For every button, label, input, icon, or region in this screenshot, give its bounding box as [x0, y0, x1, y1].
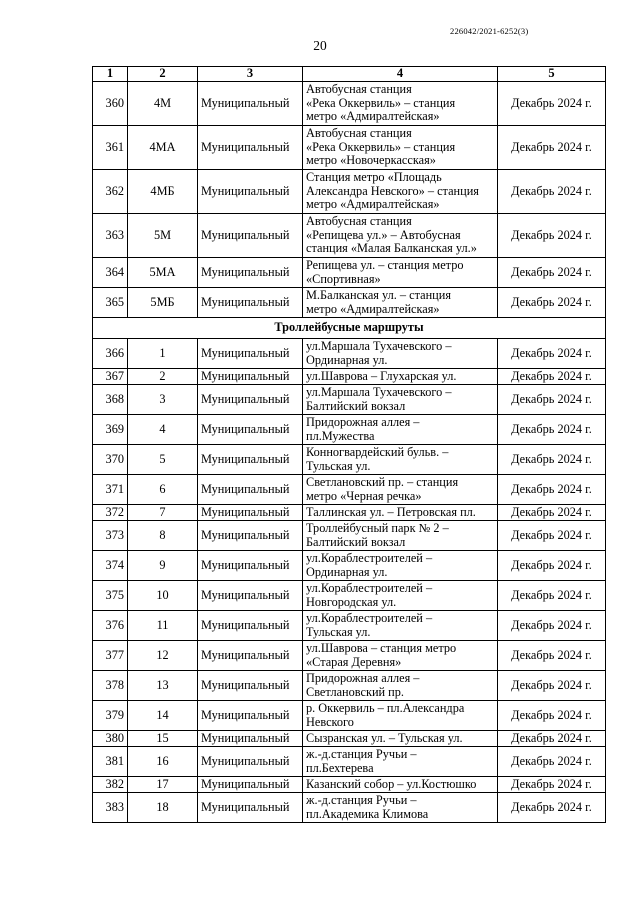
row-number-cell: 374	[93, 551, 128, 581]
table-row	[93, 445, 606, 475]
route-path-line: Ординарная ул.	[306, 352, 388, 367]
route-path-cell	[303, 777, 498, 793]
route-path-cell	[303, 445, 498, 475]
table-row	[93, 551, 606, 581]
route-number-cell: 4МБ	[128, 170, 198, 214]
routes-table-body	[93, 67, 606, 823]
route-type-cell: Муниципальный	[198, 258, 303, 288]
route-type-cell: Муниципальный	[198, 415, 303, 445]
route-number-cell: 5М	[128, 214, 198, 258]
route-type-cell: Муниципальный	[198, 339, 303, 369]
row-number-cell: 363	[93, 214, 128, 258]
route-path-line: ул.Маршала Тухачевского –	[306, 339, 452, 353]
route-path-line: Придорожная аллея –	[306, 415, 420, 429]
column-header: 4	[303, 67, 498, 82]
route-path-line: ж.-д.станция Ручьи –	[306, 747, 417, 761]
table-row	[93, 288, 606, 318]
section-row	[93, 318, 606, 339]
route-path-cell	[303, 747, 498, 777]
row-number-cell: 382	[93, 777, 128, 793]
route-path-line: Александра Невского» – станция	[306, 183, 479, 198]
route-path-line: «Репищева ул.» – Автобусная	[306, 227, 461, 242]
route-path-line: Тульская ул.	[306, 458, 371, 473]
deadline-cell: Декабрь 2024 г.	[498, 339, 606, 369]
route-number-cell: 4МА	[128, 126, 198, 170]
row-number-cell: 377	[93, 641, 128, 671]
route-number-cell: 3	[128, 385, 198, 415]
route-path-cell	[303, 551, 498, 581]
deadline-cell: Декабрь 2024 г.	[498, 369, 606, 385]
deadline-cell: Декабрь 2024 г.	[498, 126, 606, 170]
route-path-cell	[303, 641, 498, 671]
table-row	[93, 369, 606, 385]
route-type-cell: Муниципальный	[198, 170, 303, 214]
route-path-line: ул.Шаврова – станция метро	[306, 641, 457, 655]
section-title: Троллейбусные маршруты	[93, 318, 606, 339]
route-path-cell	[303, 701, 498, 731]
row-number-cell: 371	[93, 475, 128, 505]
route-number-cell: 2	[128, 369, 198, 385]
route-path-line: Таллинская ул. – Петровская пл.	[306, 504, 476, 519]
route-path-line: р. Оккервиль – пл.Александра	[306, 701, 465, 715]
table-row	[93, 747, 606, 777]
route-path-cell	[303, 475, 498, 505]
table-row	[93, 475, 606, 505]
route-path-line: М.Балканская ул. – станция	[306, 288, 451, 302]
route-type-cell: Муниципальный	[198, 581, 303, 611]
table-row	[93, 126, 606, 170]
row-number-cell: 362	[93, 170, 128, 214]
route-path-cell	[303, 385, 498, 415]
row-number-cell: 364	[93, 258, 128, 288]
route-type-cell: Муниципальный	[198, 445, 303, 475]
route-path-line: Троллейбусный парк № 2 –	[306, 521, 449, 535]
table-row	[93, 258, 606, 288]
deadline-cell: Декабрь 2024 г.	[498, 385, 606, 415]
route-path-cell	[303, 505, 498, 521]
deadline-cell: Декабрь 2024 г.	[498, 170, 606, 214]
route-number-cell: 5МА	[128, 258, 198, 288]
row-number-cell: 361	[93, 126, 128, 170]
route-path-cell	[303, 521, 498, 551]
route-type-cell: Муниципальный	[198, 475, 303, 505]
table-header-row	[93, 67, 606, 82]
route-path-line: Автобусная станция	[306, 82, 412, 97]
route-number-cell: 14	[128, 701, 198, 731]
route-path-line: Светлановский пр. – станция	[306, 475, 459, 489]
route-path-cell	[303, 793, 498, 823]
route-type-cell: Муниципальный	[198, 82, 303, 126]
route-number-cell: 11	[128, 611, 198, 641]
route-type-cell: Муниципальный	[198, 369, 303, 385]
column-header: 3	[198, 67, 303, 82]
row-number-cell: 365	[93, 288, 128, 318]
row-number-cell: 373	[93, 521, 128, 551]
deadline-cell: Декабрь 2024 г.	[498, 611, 606, 641]
route-path-line: Балтийский вокзал	[306, 398, 406, 413]
route-path-cell	[303, 731, 498, 747]
route-path-line: Новгородская ул.	[306, 594, 397, 609]
row-number-cell: 372	[93, 505, 128, 521]
deadline-cell: Декабрь 2024 г.	[498, 777, 606, 793]
route-path-line: метро «Адмиралтейская»	[306, 109, 440, 124]
route-path-line: ул.Кораблестроителей –	[306, 581, 433, 595]
deadline-cell: Декабрь 2024 г.	[498, 641, 606, 671]
table-row	[93, 671, 606, 701]
route-path-line: Светлановский пр.	[306, 684, 404, 699]
table-row	[93, 731, 606, 747]
route-path-line: метро «Новочеркасская»	[306, 153, 436, 168]
route-path-cell	[303, 671, 498, 701]
route-number-cell: 16	[128, 747, 198, 777]
row-number-cell: 369	[93, 415, 128, 445]
route-number-cell: 5МБ	[128, 288, 198, 318]
table-row	[93, 521, 606, 551]
table-row	[93, 611, 606, 641]
deadline-cell: Декабрь 2024 г.	[498, 258, 606, 288]
route-path-line: Невского	[306, 714, 354, 729]
deadline-cell: Декабрь 2024 г.	[498, 581, 606, 611]
route-type-cell: Муниципальный	[198, 385, 303, 415]
deadline-cell: Декабрь 2024 г.	[498, 793, 606, 823]
route-path-line: «Старая Деревня»	[306, 654, 402, 669]
route-path-line: Автобусная станция	[306, 214, 412, 229]
route-path-line: Балтийский вокзал	[306, 534, 406, 549]
route-number-cell: 17	[128, 777, 198, 793]
route-path-line: Сызранская ул. – Тульская ул.	[306, 730, 463, 745]
deadline-cell: Декабрь 2024 г.	[498, 288, 606, 318]
deadline-cell: Декабрь 2024 г.	[498, 445, 606, 475]
route-type-cell: Муниципальный	[198, 777, 303, 793]
route-path-line: Ординарная ул.	[306, 564, 388, 579]
table-row	[93, 415, 606, 445]
row-number-cell: 380	[93, 731, 128, 747]
table-row	[93, 581, 606, 611]
route-path-line: метро «Адмиралтейская»	[306, 301, 440, 316]
route-path-cell	[303, 339, 498, 369]
row-number-cell: 366	[93, 339, 128, 369]
row-number-cell: 381	[93, 747, 128, 777]
route-type-cell: Муниципальный	[198, 521, 303, 551]
route-number-cell: 13	[128, 671, 198, 701]
route-path-line: «Река Оккервиль» – станция	[306, 139, 456, 154]
route-number-cell: 15	[128, 731, 198, 747]
route-path-cell	[303, 581, 498, 611]
route-type-cell: Муниципальный	[198, 731, 303, 747]
document-id: 226042/2021-6252(3)	[450, 26, 529, 36]
route-number-cell: 4М	[128, 82, 198, 126]
table-row	[93, 793, 606, 823]
route-number-cell: 18	[128, 793, 198, 823]
deadline-cell: Декабрь 2024 г.	[498, 415, 606, 445]
route-type-cell: Муниципальный	[198, 551, 303, 581]
route-path-cell	[303, 170, 498, 214]
route-number-cell: 6	[128, 475, 198, 505]
route-path-cell	[303, 126, 498, 170]
table-row	[93, 777, 606, 793]
table-row	[93, 170, 606, 214]
route-number-cell: 5	[128, 445, 198, 475]
route-path-line: Конногвардейский бульв. –	[306, 445, 449, 459]
route-number-cell: 9	[128, 551, 198, 581]
row-number-cell: 375	[93, 581, 128, 611]
route-number-cell: 1	[128, 339, 198, 369]
route-path-line: пл.Бехтерева	[306, 760, 374, 775]
route-type-cell: Муниципальный	[198, 126, 303, 170]
deadline-cell: Декабрь 2024 г.	[498, 214, 606, 258]
route-number-cell: 12	[128, 641, 198, 671]
deadline-cell: Декабрь 2024 г.	[498, 521, 606, 551]
column-header: 5	[498, 67, 606, 82]
table-row	[93, 339, 606, 369]
deadline-cell: Декабрь 2024 г.	[498, 671, 606, 701]
column-header: 2	[128, 67, 198, 82]
route-path-cell	[303, 214, 498, 258]
route-path-line: ул.Кораблестроителей –	[306, 551, 433, 565]
route-number-cell: 8	[128, 521, 198, 551]
deadline-cell: Декабрь 2024 г.	[498, 82, 606, 126]
route-type-cell: Муниципальный	[198, 214, 303, 258]
route-type-cell: Муниципальный	[198, 747, 303, 777]
route-path-line: ул.Маршала Тухачевского –	[306, 385, 452, 399]
deadline-cell: Декабрь 2024 г.	[498, 475, 606, 505]
route-path-cell	[303, 415, 498, 445]
route-path-line: Станция метро «Площадь	[306, 170, 442, 185]
route-path-line: ул.Кораблестроителей –	[306, 611, 433, 625]
deadline-cell: Декабрь 2024 г.	[498, 701, 606, 731]
table-row	[93, 641, 606, 671]
route-path-line: Автобусная станция	[306, 126, 412, 141]
row-number-cell: 368	[93, 385, 128, 415]
route-path-cell	[303, 611, 498, 641]
route-type-cell: Муниципальный	[198, 701, 303, 731]
row-number-cell: 376	[93, 611, 128, 641]
route-path-line: Придорожная аллея –	[306, 671, 420, 685]
table-row	[93, 505, 606, 521]
route-path-line: «Спортивная»	[306, 271, 381, 286]
route-path-line: станция «Малая Балканская ул.»	[306, 241, 477, 256]
route-path-cell	[303, 369, 498, 385]
route-path-line: пл.Мужества	[306, 428, 375, 443]
routes-table	[92, 66, 606, 823]
route-path-line: Казанский собор – ул.Костюшко	[306, 776, 477, 791]
route-type-cell: Муниципальный	[198, 505, 303, 521]
route-number-cell: 7	[128, 505, 198, 521]
route-number-cell: 10	[128, 581, 198, 611]
route-type-cell: Муниципальный	[198, 641, 303, 671]
row-number-cell: 370	[93, 445, 128, 475]
route-path-cell	[303, 288, 498, 318]
table-row	[93, 214, 606, 258]
route-path-line: метро «Черная речка»	[306, 488, 422, 503]
route-path-line: Тульская ул.	[306, 624, 371, 639]
route-type-cell: Муниципальный	[198, 671, 303, 701]
column-header: 1	[93, 67, 128, 82]
row-number-cell: 383	[93, 793, 128, 823]
route-path-line: метро «Адмиралтейская»	[306, 197, 440, 212]
route-path-cell	[303, 258, 498, 288]
route-type-cell: Муниципальный	[198, 611, 303, 641]
table-row	[93, 701, 606, 731]
route-path-line: ж.-д.станция Ручьи –	[306, 793, 417, 807]
route-path-line: Репищева ул. – станция метро	[306, 258, 464, 272]
route-type-cell: Муниципальный	[198, 793, 303, 823]
route-path-line: ул.Шаврова – Глухарская ул.	[306, 368, 457, 383]
row-number-cell: 379	[93, 701, 128, 731]
deadline-cell: Декабрь 2024 г.	[498, 505, 606, 521]
deadline-cell: Декабрь 2024 г.	[498, 731, 606, 747]
route-type-cell: Муниципальный	[198, 288, 303, 318]
table-row	[93, 82, 606, 126]
row-number-cell: 367	[93, 369, 128, 385]
route-path-line: «Река Оккервиль» – станция	[306, 95, 456, 110]
route-path-line: пл.Академика Климова	[306, 806, 429, 821]
row-number-cell: 378	[93, 671, 128, 701]
page-number: 20	[313, 38, 327, 53]
route-number-cell: 4	[128, 415, 198, 445]
table-row	[93, 385, 606, 415]
row-number-cell: 360	[93, 82, 128, 126]
deadline-cell: Декабрь 2024 г.	[498, 747, 606, 777]
route-path-cell	[303, 82, 498, 126]
deadline-cell: Декабрь 2024 г.	[498, 551, 606, 581]
